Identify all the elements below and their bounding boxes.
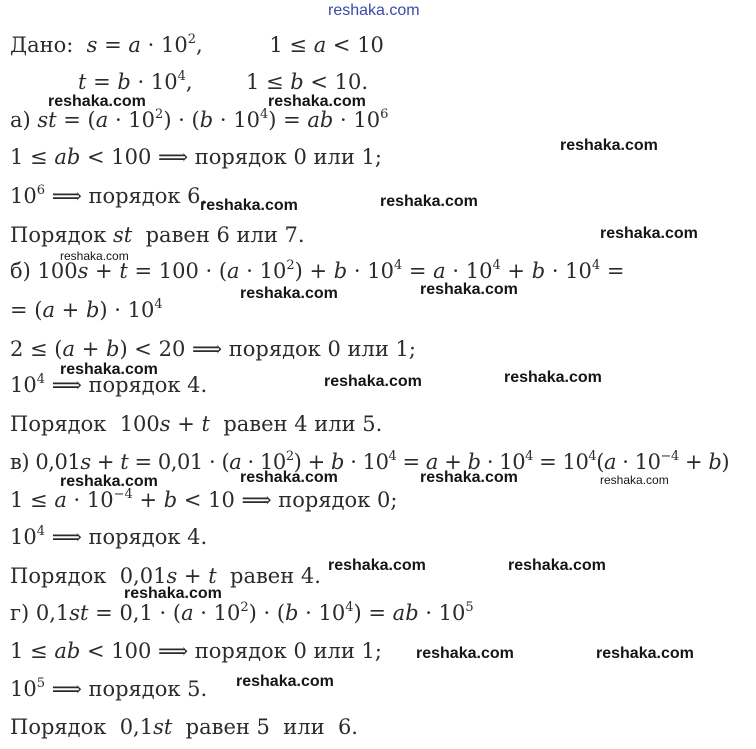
part-a-expression: а) st = $(a \cdot 10^2) \cdot (b \cdot 10^4)$ = ab · $10^6$	[10, 107, 389, 132]
watermark: reshaka.com	[600, 473, 669, 487]
watermark: reshaka.com	[240, 469, 338, 486]
part-c-expression: в) $0,01s + t = 0,01 \cdot (a \cdot 10^2) + b \cdot 10^4 = a + b \cdot 10^4 = 10^4(a \cdot 10^{-4} + b)$	[10, 449, 730, 474]
watermark: reshaka.com	[60, 361, 158, 378]
watermark: reshaka.com	[380, 193, 478, 210]
watermark: reshaka.com	[420, 469, 518, 486]
part-b-power: $10^4$ ⟹ порядок 4.	[10, 372, 208, 397]
part-d-power: $10^5$ ⟹ порядок 5.	[10, 676, 208, 701]
given-s-line: Дано: $s = a \cdot 10^2$, 1 ≤ a < 10	[10, 32, 384, 57]
watermark: reshaka.com	[60, 473, 158, 490]
part-c-result: Порядок 0,01s + t равен 4.	[10, 564, 321, 588]
watermark: reshaka.com	[48, 93, 146, 110]
part-a-result: Порядок st равен 6 или 7.	[10, 223, 305, 247]
watermark: reshaka.com	[60, 249, 129, 263]
watermark: reshaka.com	[416, 645, 514, 662]
part-d-result: Порядок 0,1st равен 5 или 6.	[10, 715, 358, 739]
watermark: reshaka.com	[600, 225, 698, 242]
watermark: reshaka.com	[236, 673, 334, 690]
watermark: reshaka.com	[560, 137, 658, 154]
part-a-power: $10^6$ ⟹ порядок 6.	[10, 183, 208, 208]
part-d-range: 1 ≤ ab < 100 ⟹ порядок 0 или 1;	[10, 639, 382, 663]
watermark: reshaka.com	[200, 197, 298, 214]
watermark: reshaka.com	[420, 281, 518, 298]
part-b-result: Порядок 100s + t равен 4 или 5.	[10, 412, 383, 436]
watermark: reshaka.com	[240, 285, 338, 302]
watermark: reshaka.com	[268, 93, 366, 110]
part-b-expression: б) $100s + t = 100 \cdot (a \cdot 10^2) + b \cdot 10^4 = a \cdot 10^4 + b \cdot 10^4$ =	[10, 258, 625, 283]
watermark: reshaka.com	[328, 557, 426, 574]
part-b-range: 2 ≤ (a + b) < 20 ⟹ порядок 0 или 1;	[10, 337, 416, 361]
part-b-expression-cont: = $(a + b) \cdot 10^4$	[10, 297, 163, 322]
watermark: reshaka.com	[124, 585, 222, 602]
given-t-line: $t = b \cdot 10^4$, 1 ≤ b < 10.	[78, 69, 369, 94]
part-c-power: $10^4$ ⟹ порядок 4.	[10, 524, 208, 549]
watermark: reshaka.com	[508, 557, 606, 574]
part-c-range: $1 \le a \cdot 10^{-4} + b < 10$ ⟹ порядок 0;	[10, 487, 398, 512]
part-a-range: 1 ≤ ab < 100 ⟹ порядок 0 или 1;	[10, 145, 382, 169]
part-d-expression: г) $0,1st = 0,1 \cdot (a \cdot 10^2) \cdot (b \cdot 10^4)$ = ab · $10^5$	[10, 600, 474, 625]
watermark: reshaka.com	[596, 645, 694, 662]
watermark: reshaka.com	[504, 369, 602, 386]
watermark: reshaka.com	[328, 2, 420, 19]
watermark: reshaka.com	[324, 373, 422, 390]
